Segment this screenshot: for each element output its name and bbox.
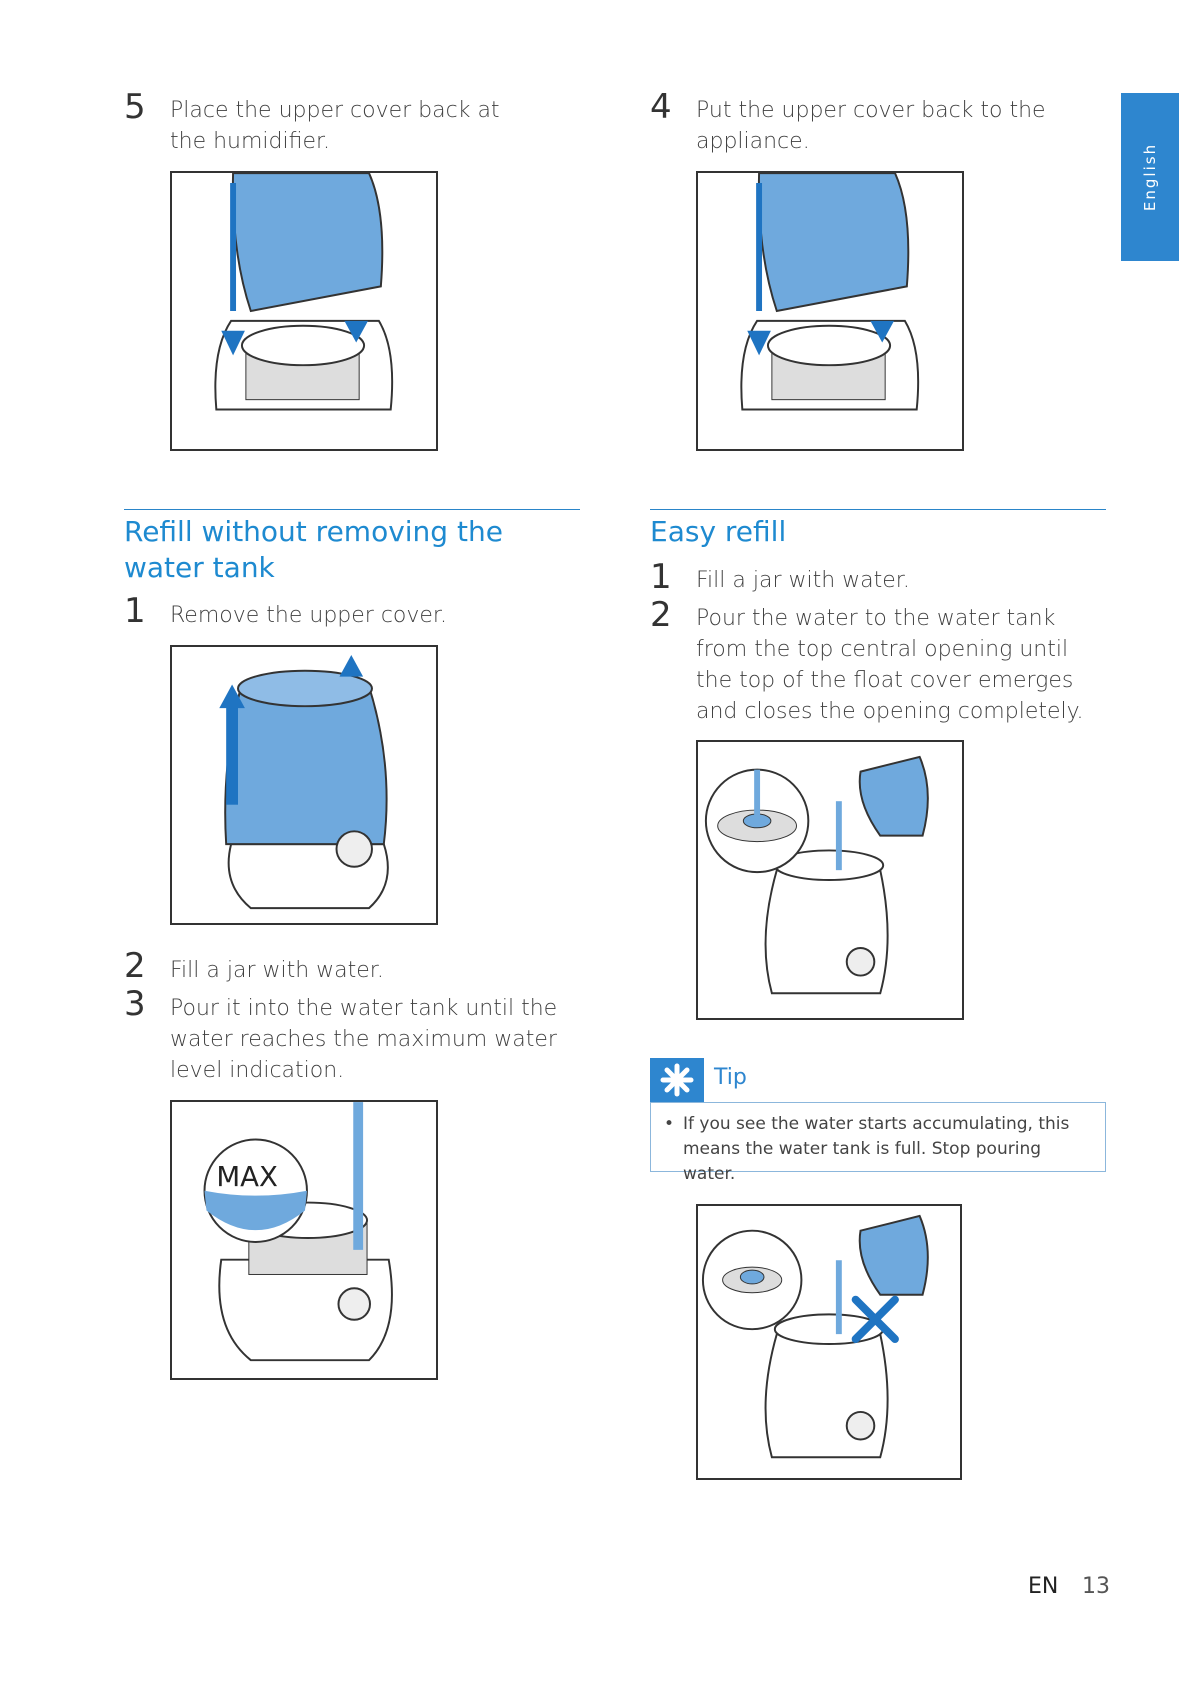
step-text: Place the upper cover back at the humidifier. [170, 98, 500, 154]
step-number: 2 [124, 946, 146, 986]
illustration-max-level [170, 1100, 438, 1380]
step-text: Put the upper cover back to the appliance. [696, 98, 1046, 154]
section-divider [124, 509, 580, 510]
section-title: Refill without removing the water tank [124, 515, 503, 584]
max-label: MAX [216, 1159, 278, 1193]
step-number: 3 [124, 984, 146, 1024]
tip-bullet: • [664, 1114, 675, 1134]
illustration-tank-full [696, 1204, 962, 1480]
step-number: 1 [650, 557, 672, 597]
language-tab [1121, 93, 1179, 261]
tip-icon [650, 1058, 704, 1102]
step-number: 4 [650, 87, 672, 127]
step-text: Fill a jar with water. [696, 568, 910, 593]
step-text: Fill a jar with water. [170, 958, 384, 983]
page-number: 13 [1082, 1574, 1110, 1599]
language-tab-label: English [1141, 142, 1159, 212]
tip-text: If you see the water starts accumulating, this means the water tank is full. Stop pouring water. [683, 1114, 1070, 1184]
footer-language: EN [1028, 1574, 1059, 1599]
illustration-cover-back-left [170, 171, 438, 451]
step-number: 5 [124, 87, 146, 127]
step-text: Pour it into the water tank until the water reaches the maximum water level indication. [170, 996, 558, 1083]
step-number: 2 [650, 595, 672, 635]
tip-label: Tip [714, 1065, 747, 1090]
step-text: Remove the upper cover. [170, 603, 447, 628]
illustration-remove-cover [170, 645, 438, 925]
step-number: 1 [124, 591, 146, 631]
illustration-easy-refill [696, 740, 964, 1020]
section-divider [650, 509, 1106, 510]
section-title: Easy refill [650, 515, 787, 548]
illustration-cover-back-right [696, 171, 964, 451]
step-text: Pour the water to the water tank from the top central opening until the top of the float cover emerges and closes the opening completely. [696, 606, 1084, 724]
